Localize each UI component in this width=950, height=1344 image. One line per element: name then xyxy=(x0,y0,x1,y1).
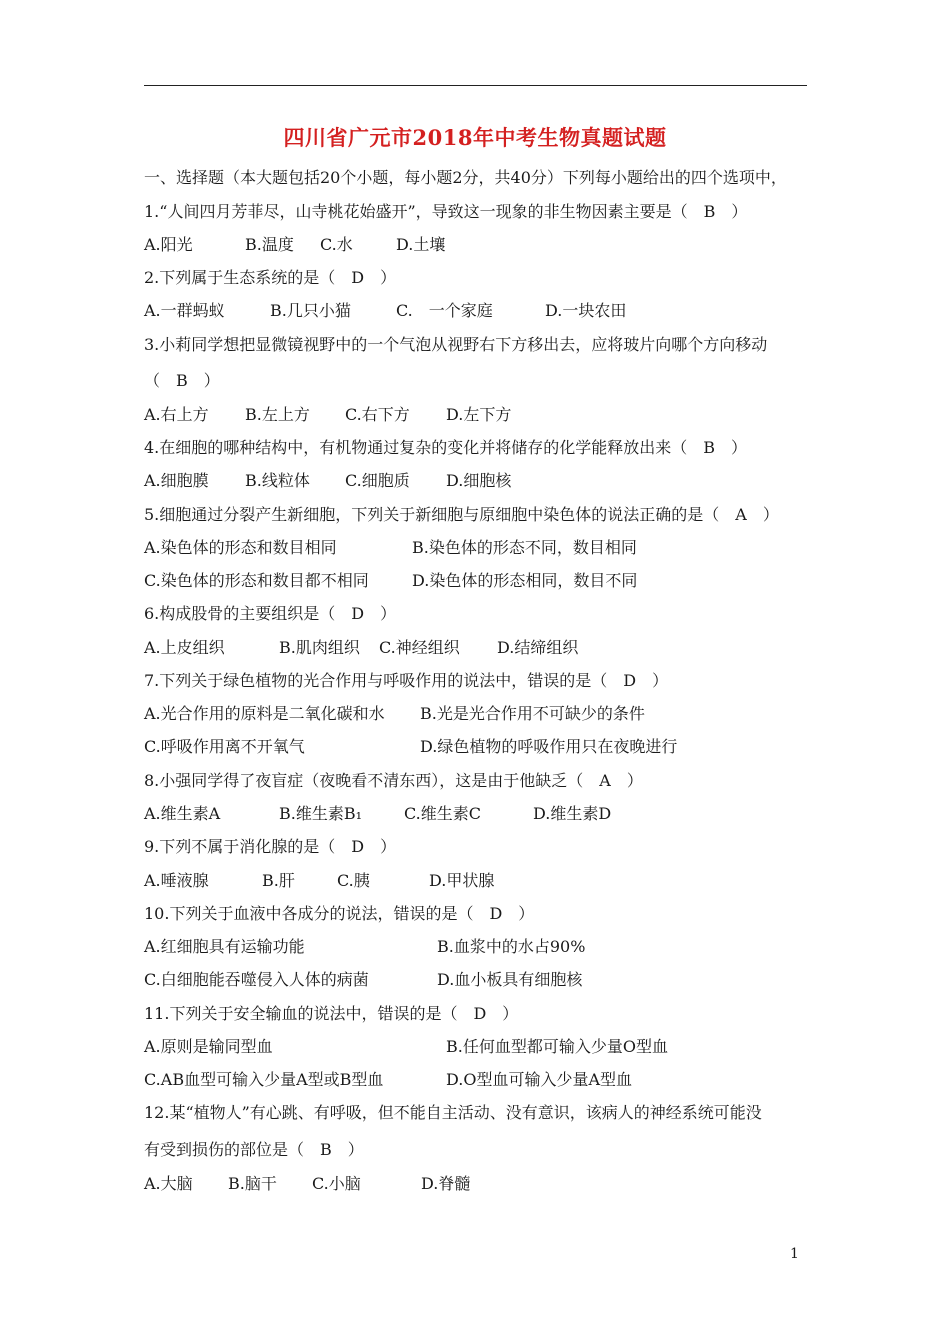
option: C.AB血型可输入少量A型或B型血 xyxy=(144,1070,384,1089)
option: D.土壤 xyxy=(396,235,446,254)
question-stem: 3.小莉同学想把显微镜视野中的一个气泡从视野右下方移出去，应将玻片向哪个方向移动 xyxy=(144,335,768,354)
option: D.绿色植物的呼吸作用只在夜晚进行 xyxy=(420,737,678,756)
question-stem: 6.构成股骨的主要组织是（ D ） xyxy=(144,604,397,623)
question-stem: 8.小强同学得了夜盲症（夜晚看不清东西），这是由于他缺乏（ A ） xyxy=(144,771,643,790)
option: D.脊髓 xyxy=(421,1174,471,1193)
option: C.水 xyxy=(320,235,353,254)
option: C.胰 xyxy=(337,871,370,890)
question-stem: 9.下列不属于消化腺的是（ D ） xyxy=(144,837,397,856)
option: A.细胞膜 xyxy=(144,471,209,490)
option: B.肌肉组织 xyxy=(279,638,360,657)
option: B.维生素B₁ xyxy=(279,804,363,823)
option: D.维生素D xyxy=(533,804,612,823)
option: B.血浆中的水占90% xyxy=(437,937,586,956)
option: A.原则是输同型血 xyxy=(144,1037,273,1056)
question-stem-continued: 有受到损伤的部位是（ B ） xyxy=(144,1140,364,1159)
question-stem: 12.某“植物人”有心跳、有呼吸，但不能自主活动、没有意识，该病人的神经系统可能没 xyxy=(144,1103,762,1122)
option: D.染色体的形态相同，数目不同 xyxy=(412,571,638,590)
header-rule xyxy=(144,85,807,86)
question-stem-continued: （ B ） xyxy=(144,371,220,390)
option: D.细胞核 xyxy=(446,471,512,490)
option: B.线粒体 xyxy=(245,471,310,490)
option: A.上皮组织 xyxy=(144,638,225,657)
option: B.左上方 xyxy=(245,405,310,424)
option: B.染色体的形态不同，数目相同 xyxy=(412,538,637,557)
option: C.呼吸作用离不开氧气 xyxy=(144,737,305,756)
page-title: 四川省广元市2018年中考生物真题试题 xyxy=(283,125,667,150)
option: B.肝 xyxy=(262,871,295,890)
page-number: 1 xyxy=(790,1246,799,1262)
option: B.几只小猫 xyxy=(270,301,351,320)
option: D.结缔组织 xyxy=(497,638,579,657)
question-stem: 7.下列关于绿色植物的光合作用与呼吸作用的说法中，错误的是（ D ） xyxy=(144,671,669,690)
option: B.脑干 xyxy=(228,1174,277,1193)
question-stem: 5.细胞通过分裂产生新细胞，下列关于新细胞与原细胞中染色体的说法正确的是（ A ） xyxy=(144,505,779,524)
option: C.白细胞能吞噬侵入人体的病菌 xyxy=(144,970,369,989)
question-stem: 1.“人间四月芳菲尽，山寺桃花始盛开”，导致这一现象的非生物因素主要是（ B ） xyxy=(144,202,748,221)
option: B.光是光合作用不可缺少的条件 xyxy=(420,704,645,723)
option: A.唾液腺 xyxy=(144,871,209,890)
option: B.温度 xyxy=(245,235,294,254)
option: C.维生素C xyxy=(404,804,482,823)
option: A.维生素A xyxy=(144,804,221,823)
option: C.细胞质 xyxy=(345,471,410,490)
option: C.右下方 xyxy=(345,405,410,424)
option: A.阳光 xyxy=(144,235,193,254)
option: D.左下方 xyxy=(446,405,512,424)
option: A.一群蚂蚁 xyxy=(144,301,225,320)
option: D.甲状腺 xyxy=(429,871,495,890)
option: C. 一个家庭 xyxy=(396,301,493,320)
option: D.O型血可输入少量A型血 xyxy=(446,1070,633,1089)
question-stem: 11.下列关于安全输血的说法中，错误的是（ D ） xyxy=(144,1004,519,1023)
section-intro: 一、选择题（本大题包括20个小题，每小题2分，共40分）下列每小题给出的四个选项中， xyxy=(144,168,787,187)
question-stem: 2.下列属于生态系统的是（ D ） xyxy=(144,268,397,287)
option: D.血小板具有细胞核 xyxy=(437,970,583,989)
question-stem: 10.下列关于血液中各成分的说法，错误的是（ D ） xyxy=(144,904,535,923)
option: A.右上方 xyxy=(144,405,209,424)
option: C.神经组织 xyxy=(379,638,460,657)
option: A.红细胞具有运输功能 xyxy=(144,937,305,956)
option: C.染色体的形态和数目都不相同 xyxy=(144,571,369,590)
question-stem: 4.在细胞的哪种结构中，有机物通过复杂的变化并将储存的化学能释放出来（ B ） xyxy=(144,438,748,457)
option: C.小脑 xyxy=(312,1174,361,1193)
option: B.任何血型都可输入少量O型血 xyxy=(446,1037,668,1056)
option: A.大脑 xyxy=(144,1174,193,1193)
option: D.一块农田 xyxy=(545,301,627,320)
option: A.染色体的形态和数目相同 xyxy=(144,538,337,557)
option: A.光合作用的原料是二氧化碳和水 xyxy=(144,704,385,723)
